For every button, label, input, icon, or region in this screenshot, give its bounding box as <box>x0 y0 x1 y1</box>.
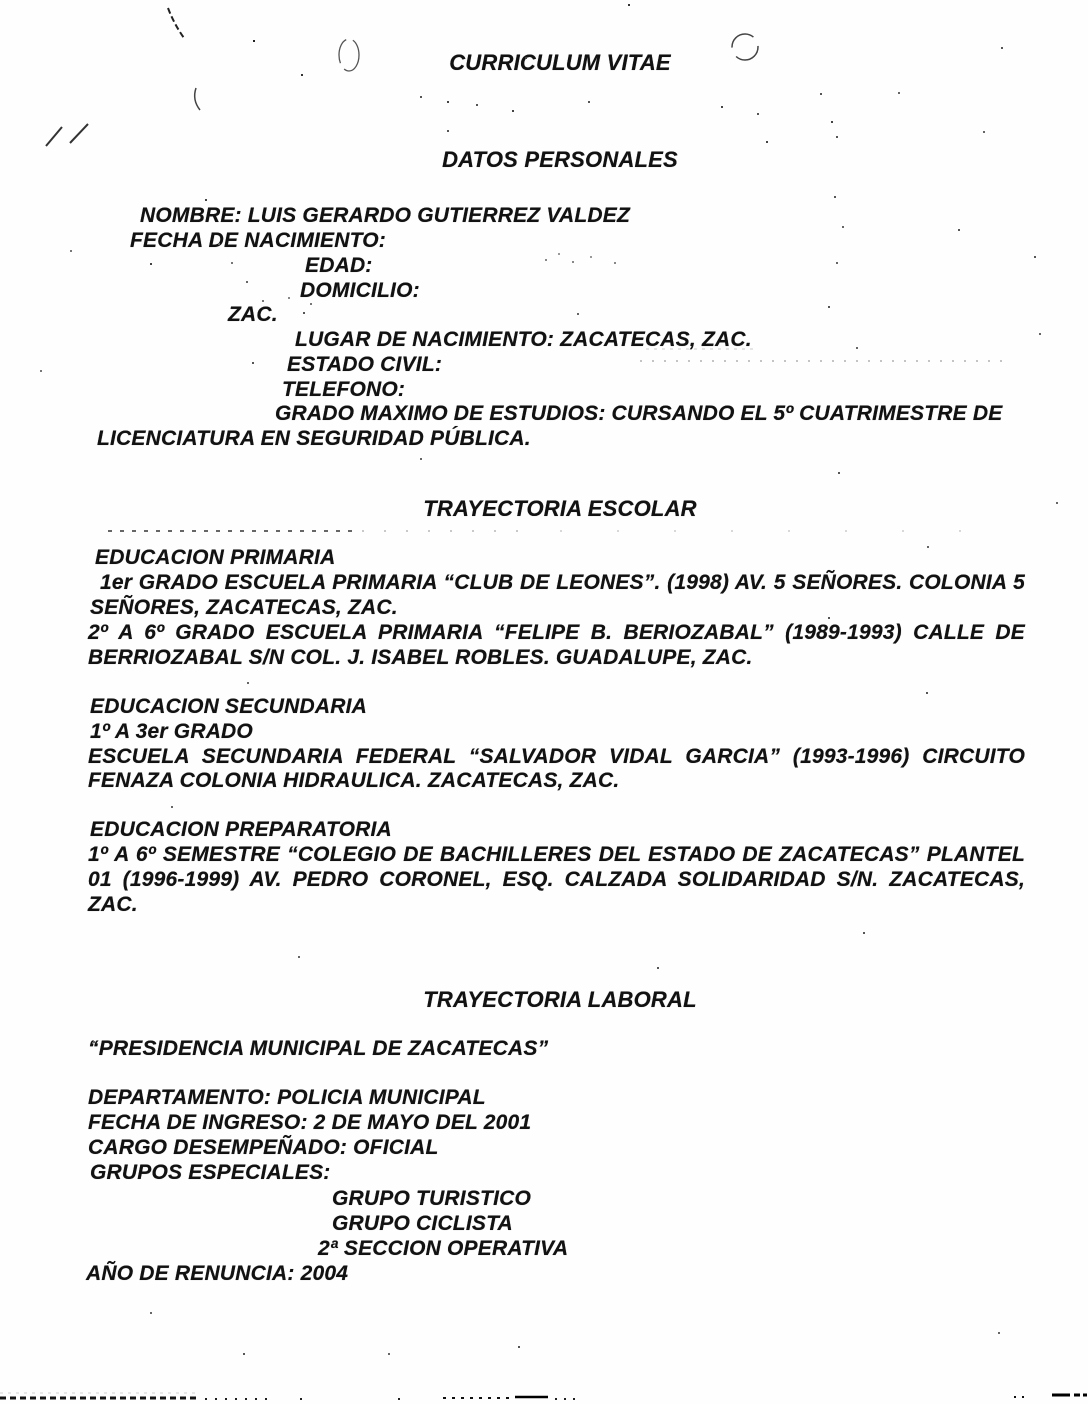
field-grado-maximo-cont: LICENCIATURA EN SEGURIDAD PÚBLICA. <box>97 427 531 450</box>
primaria-line-1: 1er GRADO ESCUELA PRIMARIA “CLUB DE LEONES”. (1998) AV. 5 SEÑORES. COLONIA 5 <box>100 571 1025 594</box>
secundaria-line-2: ESCUELA SECUNDARIA FEDERAL “SALVADOR VIDAL GARCIA” (1993-1996) CIRCUITO <box>88 745 1025 768</box>
field-domicilio-zac: ZAC. <box>228 303 278 326</box>
subsection-educacion-primaria: EDUCACION PRIMARIA <box>95 546 336 569</box>
scan-smudge-mark <box>195 88 200 110</box>
field-cargo: CARGO DESEMPEÑADO: OFICIAL <box>88 1136 439 1159</box>
grupo-seccion-operativa: 2ª SECCION OPERATIVA <box>318 1237 569 1260</box>
field-lugar-nacimiento: LUGAR DE NACIMIENTO: ZACATECAS, ZAC. <box>295 328 752 351</box>
subsection-educacion-secundaria: EDUCACION SECUNDARIA <box>90 695 368 718</box>
scan-slash-mark-1 <box>46 127 62 146</box>
scan-slash-mark-2 <box>70 124 88 143</box>
grupo-turistico: GRUPO TURISTICO <box>332 1187 532 1210</box>
primaria-line-3: 2º A 6º GRADO ESCUELA PRIMARIA “FELIPE B. BERIOZABAL” (1989-1993) CALLE DE <box>88 621 1025 644</box>
field-grado-maximo: GRADO MAXIMO DE ESTUDIOS: CURSANDO EL 5º CUATRIMESTRE DE <box>275 402 1003 425</box>
scan-squiggle-top <box>168 8 184 38</box>
primaria-line-4: BERRIOZABAL S/N COL. J. ISABEL ROBLES. GUADALUPE, ZAC. <box>88 646 753 669</box>
field-fecha-nacimiento: FECHA DE NACIMIENTO: <box>130 229 386 252</box>
field-anio-renuncia: AÑO DE RENUNCIA: 2004 <box>86 1262 349 1285</box>
employer-name: “PRESIDENCIA MUNICIPAL DE ZACATECAS” <box>88 1037 549 1060</box>
field-domicilio: DOMICILIO: <box>300 279 420 302</box>
preparatoria-line-1: 1º A 6º SEMESTRE “COLEGIO DE BACHILLERES DEL ESTADO DE ZACATECAS” PLANTEL <box>88 843 1025 866</box>
preparatoria-line-3: ZAC. <box>88 893 138 916</box>
field-edad: EDAD: <box>305 254 373 277</box>
section-heading-datos-personales: DATOS PERSONALES <box>442 147 678 172</box>
field-nombre: NOMBRE: LUIS GERARDO GUTIERREZ VALDEZ <box>140 204 631 227</box>
document-title: CURRICULUM VITAE <box>449 50 671 75</box>
subsection-educacion-preparatoria: EDUCACION PREPARATORIA <box>90 818 392 841</box>
field-departamento: DEPARTAMENTO: POLICIA MUNICIPAL <box>88 1086 486 1109</box>
primaria-line-2: SEÑORES, ZACATECAS, ZAC. <box>90 596 398 619</box>
section-heading-trayectoria-laboral: TRAYECTORIA LABORAL <box>423 987 697 1012</box>
field-grupos-especiales: GRUPOS ESPECIALES: <box>90 1161 331 1184</box>
preparatoria-line-2: 01 (1996-1999) AV. PEDRO CORONEL, ESQ. CALZADA SOLIDARIDAD S/N. ZACATECAS, <box>88 868 1025 891</box>
field-fecha-ingreso: FECHA DE INGRESO: 2 DE MAYO DEL 2001 <box>88 1111 532 1134</box>
grupo-ciclista: GRUPO CICLISTA <box>332 1212 513 1235</box>
secundaria-line-3: FENAZA COLONIA HIDRAULICA. ZACATECAS, ZAC. <box>88 769 620 792</box>
field-telefono: TELEFONO: <box>282 378 406 401</box>
section-heading-trayectoria-escolar: TRAYECTORIA ESCOLAR <box>423 496 697 521</box>
scan-speckles <box>0 0 2 2</box>
secundaria-line-1: 1º A 3er GRADO <box>90 720 253 743</box>
field-estado-civil: ESTADO CIVIL: <box>287 353 443 376</box>
